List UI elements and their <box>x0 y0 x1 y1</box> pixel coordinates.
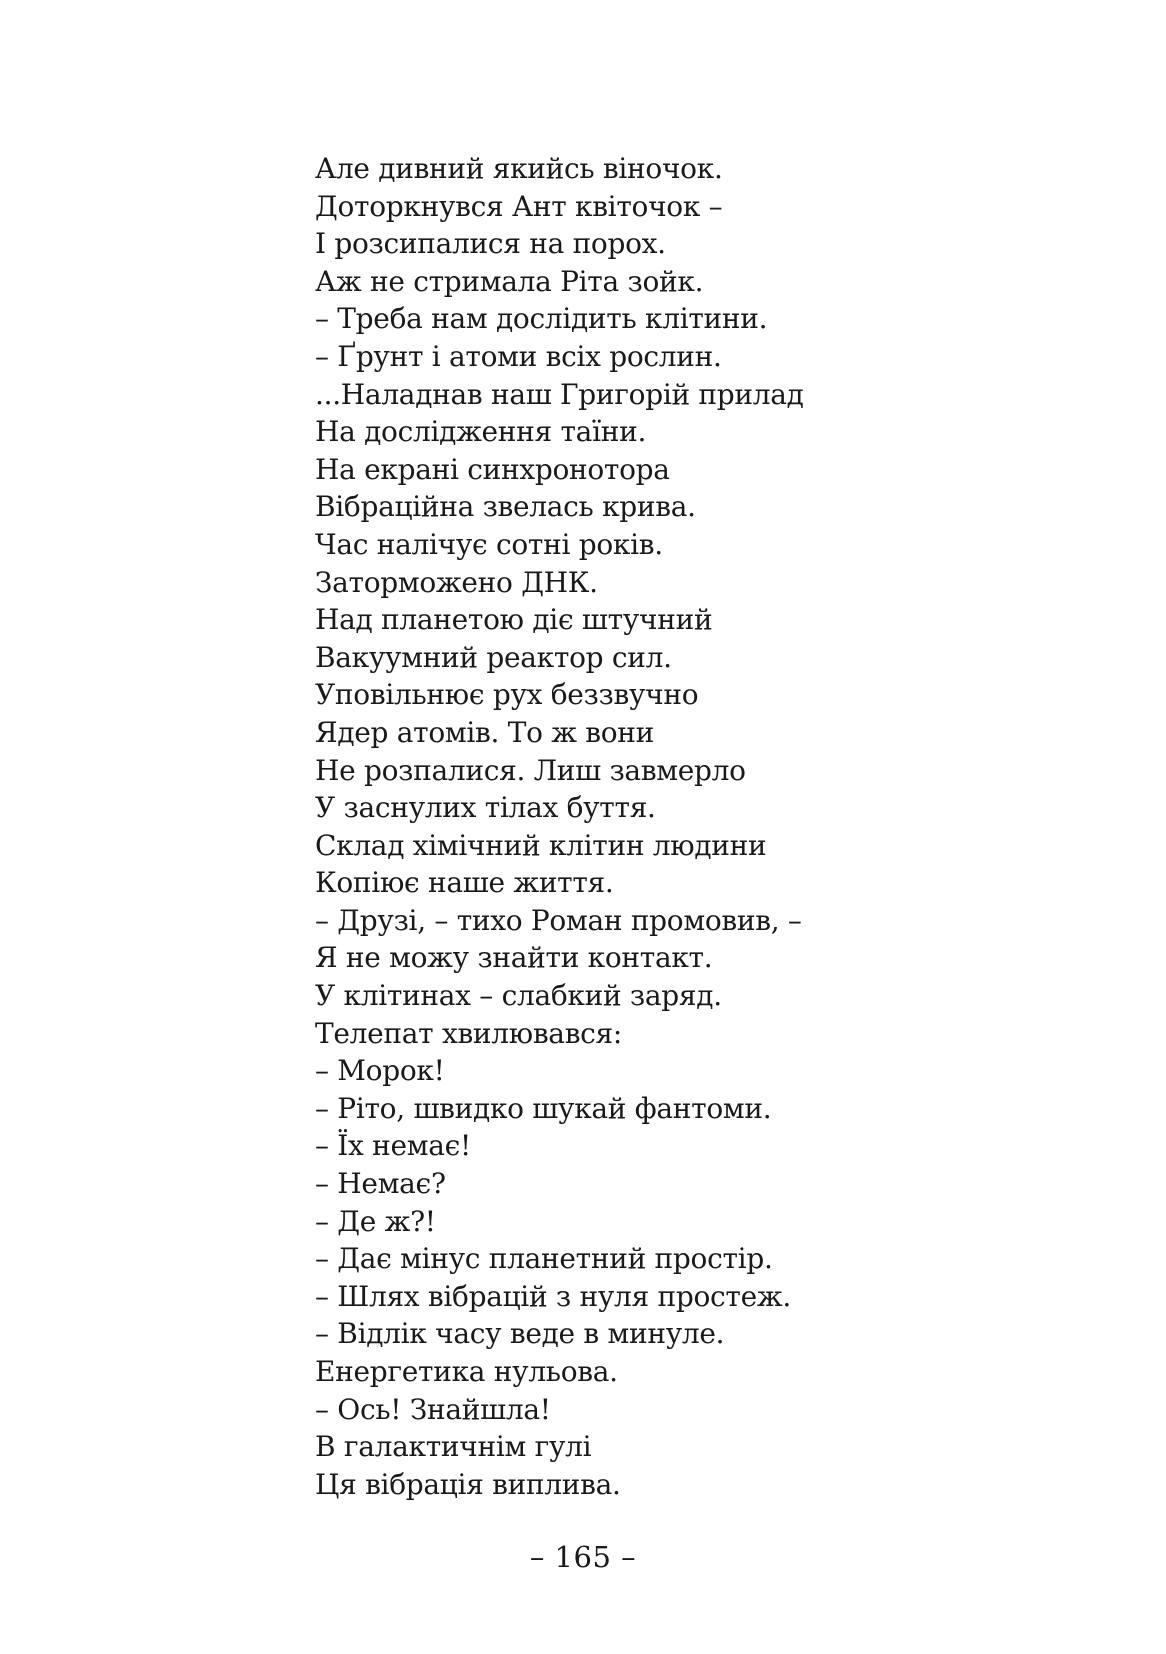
poem-line: І розсипалися на порох. <box>315 227 666 261</box>
poem-line: Склад хімічний клітин людини <box>315 828 767 862</box>
poem-line: – Ось! Знайшла! <box>315 1392 551 1426</box>
poem-line: Уповільнює рух беззвучно <box>315 678 699 712</box>
poem-line: Вібраційна звелась крива. <box>315 490 696 524</box>
poem-line: У клітинах – слабкий заряд. <box>315 979 722 1013</box>
poem-line: ...Наладнав наш Григорій прилад <box>315 377 804 411</box>
poem-line: – Дає мінус планетний простір. <box>315 1242 773 1276</box>
poem-line: У заснулих тілах буття. <box>315 791 656 825</box>
poem-line: Ядер атомів. То ж вони <box>315 715 655 749</box>
poem-line: Я не можу знайти контакт. <box>315 941 713 975</box>
poem-line: Аж не стримала Ріта зойк. <box>315 264 704 298</box>
poem-line: Енергетика нульова. <box>315 1355 618 1388</box>
poem-line: В галактичнім гулі <box>315 1430 592 1464</box>
poem-line: – Друзі, – тихо Роман промовив, – <box>315 903 802 937</box>
page-number: – 165 – <box>529 1540 637 1574</box>
poem-text <box>315 150 1015 1503</box>
poem-line: – Морок! <box>315 1054 445 1088</box>
poem-line: – Треба нам дослідить клітини. <box>315 302 768 336</box>
poem-line: На екрані синхронотора <box>315 452 670 486</box>
poem-line: – Немає? <box>315 1167 446 1201</box>
poem-line: Вакуумний реактор сил. <box>315 640 672 674</box>
poem-line: Над планетою діє штучний <box>315 603 713 637</box>
poem-line: Копіює наше життя. <box>315 866 614 900</box>
poem-line: Ця вібрація виплива. <box>315 1467 621 1501</box>
poem-line: На дослідження таїни. <box>315 415 647 449</box>
poem-line: Не розпалися. Лиш завмерло <box>315 753 746 787</box>
poem-line: – Відлік часу веде в минуле. <box>315 1317 725 1351</box>
poem-line: Але дивний якийсь віночок. <box>315 152 723 185</box>
poem-line: – Їх немає! <box>315 1129 471 1163</box>
poem-line: Доторкнувся Ант квіточок – <box>315 189 723 223</box>
poem-line: Телепат хвилювався: <box>315 1016 623 1050</box>
poem-line: Заторможено ДНК. <box>315 565 598 599</box>
poem-line: – Ґрунт і атоми всіх рослин. <box>315 339 722 373</box>
poem-line: – Де ж?! <box>315 1204 436 1238</box>
poem-line: Час налічує сотні років. <box>315 527 663 561</box>
poem-line: – Ріто, швидко шукай фантоми. <box>315 1091 772 1125</box>
poem-line: – Шлях вібрацій з нуля простеж. <box>315 1279 791 1313</box>
